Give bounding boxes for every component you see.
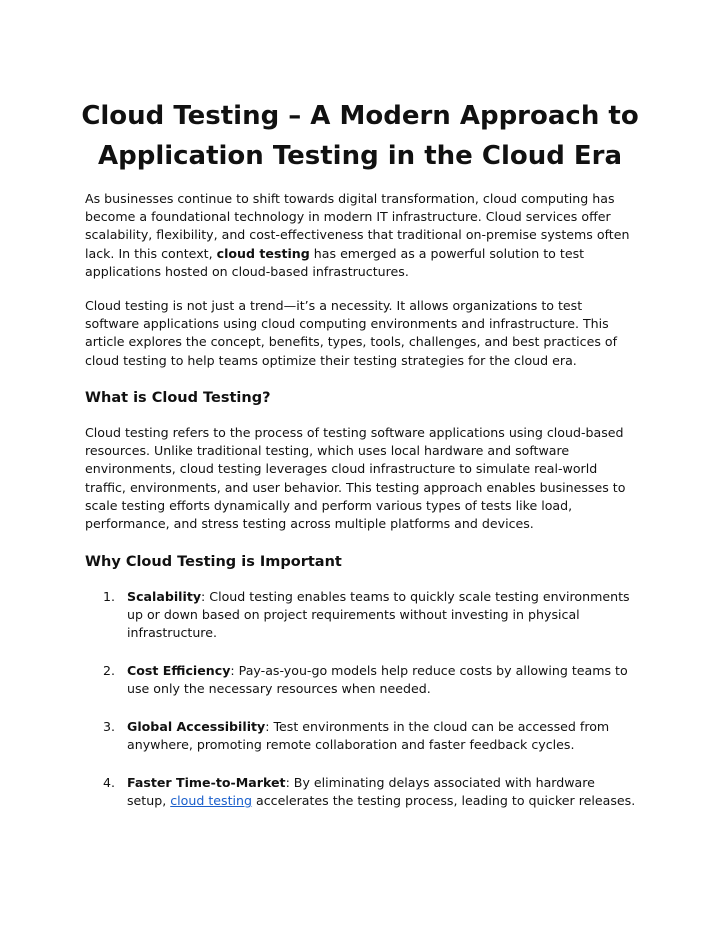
page-title [40,96,680,176]
list-item-description: : Pay-as-you-go models help reduce costs by allowing teams to use only the necessary resources when needed. [127,663,628,697]
list-item-number: 2. [103,663,116,678]
list-item-description-after-link: accelerates the testing process, leading to quicker releases. [252,793,636,809]
title-line-2: Application Testing in the Cloud Era [97,141,623,171]
list-item-number: 4. [103,775,116,790]
list-item-number: 1. [103,589,116,604]
list-item-text [127,588,637,643]
list-item-term: Cost Efficiency [127,663,231,678]
section-heading-what-is: What is Cloud Testing? [85,390,271,406]
title-line-1: Cloud Testing – A Modern Approach to [81,101,639,131]
intro-p1-text-after: has emerged as a powerful solution to test applications hosted on cloud-based infrastructures. [85,245,585,279]
list-item-text [127,662,637,698]
section1-body: Cloud testing refers to the process of testing software applications using cloud-based resources. Unlike traditional testing, which uses local hardware and software environments, cloud testing leverages cloud infrastructure to simulate real-world traffic, environments, and user behavior. This testing approach enables businesses to scale testing efforts dynamically and perform various types of tests like load, performance, and stress testing across multiple platforms and devices. [85,425,626,532]
list-item-description: : Cloud testing enables teams to quickly scale testing environments up or down based on project requirements without investing in physical infrastructure. [127,589,630,641]
intro-p1-bold: cloud testing [216,245,310,261]
list-item-description: : Test environments in the cloud can be accessed from anywhere, promoting remote collaboration and faster feedback cycles. [127,719,610,753]
list-item-description: : By eliminating delays associated with hardware setup, [127,775,595,809]
list-item-text [127,774,637,810]
intro-paragraph-2: Cloud testing is not just a trend—it’s a necessity. It allows organizations to test software applications using cloud computing environments and infrastructure. This article explores the concept, benefits, types, tools, challenges, and best practices of cloud testing to help teams optimize their testing strategies for the cloud era. [85,298,618,368]
cloud-testing-link[interactable]: cloud testing [170,793,253,809]
list-item-term: Faster Time-to-Market [127,775,286,790]
list-item-term: Scalability [127,589,202,604]
list-item-number: 3. [103,719,116,734]
list-item-term: Global Accessibility [127,719,266,734]
list-item-text [127,718,637,754]
intro-p1-text-before: As businesses continue to shift towards digital transformation, cloud computing has become a foundational technology in modern IT infrastructure. Cloud services offer scalability, flexibility, and cost-effectiveness that traditional on-premise systems often lack. In this context, [85,191,630,261]
intro-paragraph-1 [85,190,637,281]
section-heading-why-important: Why Cloud Testing is Important [85,554,342,570]
